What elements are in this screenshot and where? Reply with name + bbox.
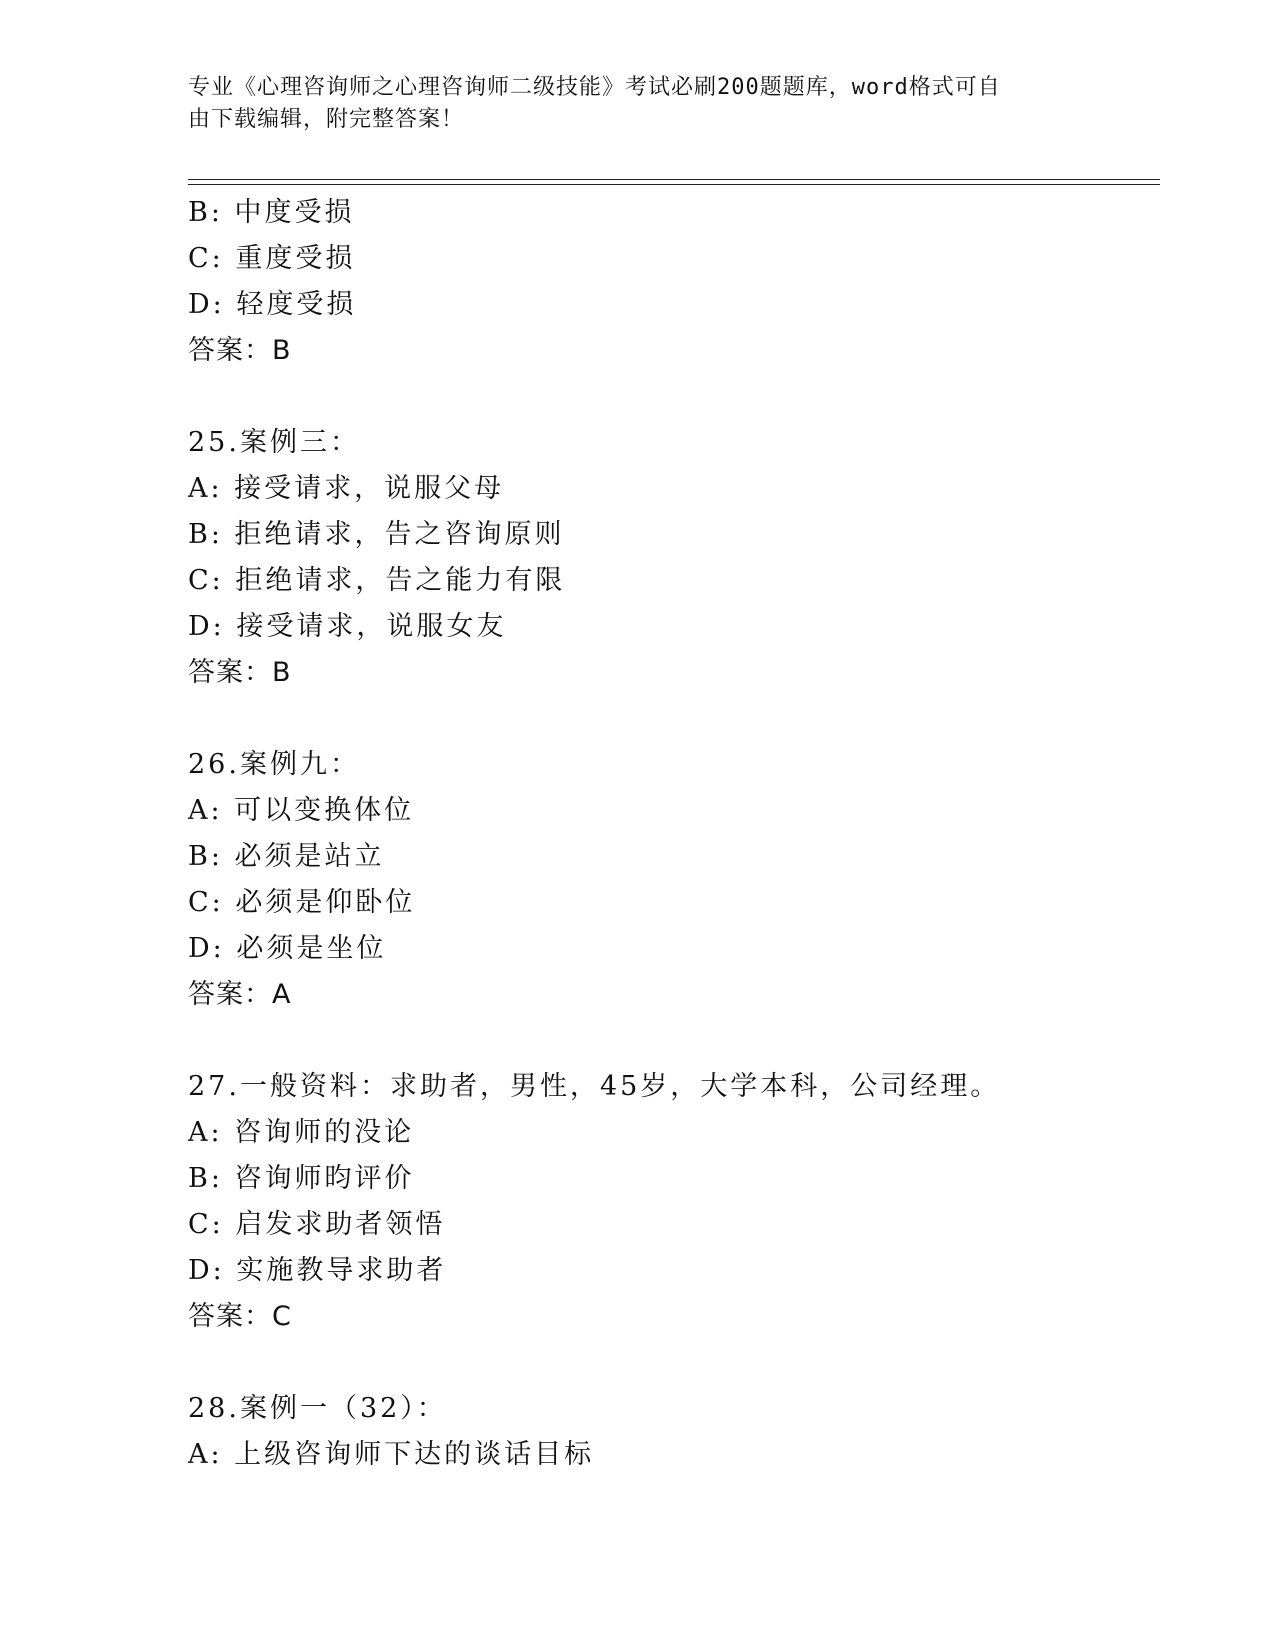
header-line-1: 专业《心理咨询师之心理咨询师二级技能》考试必刷200题题库，word格式可自 <box>188 75 1001 100</box>
answer-option: D: 实施教导求助者 <box>188 1255 447 1286</box>
answer-key: 答案：B <box>188 657 292 688</box>
block-spacer <box>188 1018 1158 1064</box>
block-spacer <box>188 696 1158 742</box>
question-stem: 27.一般资料：求助者，男性，45岁，大学本科，公司经理。 <box>188 1071 1001 1102</box>
question-stem: 25.案例三： <box>188 427 360 458</box>
answer-option: D: 必须是坐位 <box>188 933 387 964</box>
answer-option: D: 轻度受损 <box>188 289 357 320</box>
question-block <box>188 742 1158 1018</box>
answer-option: B: 拒绝请求，告之咨询原则 <box>188 519 565 550</box>
answer-option: C: 启发求助者领悟 <box>188 1209 446 1240</box>
question-list <box>188 190 1158 1478</box>
answer-option: C: 重度受损 <box>188 243 356 274</box>
answer-option: A: 接受请求，说服父母 <box>188 473 505 504</box>
answer-option: A: 上级咨询师下达的谈话目标 <box>188 1439 595 1470</box>
document-header <box>188 72 1088 136</box>
answer-option: A: 可以变换体位 <box>188 795 415 826</box>
question-block <box>188 190 1158 374</box>
header-divider-bottom <box>188 184 1160 185</box>
answer-key: 答案：B <box>188 335 292 366</box>
question-block <box>188 1386 1158 1478</box>
block-spacer <box>188 374 1158 420</box>
answer-option: B: 必须是站立 <box>188 841 385 872</box>
header-line-2: 由下载编辑，附完整答案！ <box>188 107 465 132</box>
answer-key: 答案：A <box>188 979 292 1010</box>
header-divider-top <box>188 179 1160 180</box>
answer-option: B: 中度受损 <box>188 197 355 228</box>
question-stem: 28.案例一（32）： <box>188 1393 447 1424</box>
answer-option: B: 咨询师昀评价 <box>188 1163 415 1194</box>
answer-option: A: 咨询师的没论 <box>188 1117 415 1148</box>
question-block <box>188 1064 1158 1340</box>
question-stem: 26.案例九： <box>188 749 360 780</box>
answer-option: C: 必须是仰卧位 <box>188 887 416 918</box>
answer-option: D: 接受请求，说服女友 <box>188 611 507 642</box>
block-spacer <box>188 1340 1158 1386</box>
answer-key: 答案：C <box>188 1301 292 1332</box>
answer-option: C: 拒绝请求，告之能力有限 <box>188 565 566 596</box>
question-block <box>188 420 1158 696</box>
